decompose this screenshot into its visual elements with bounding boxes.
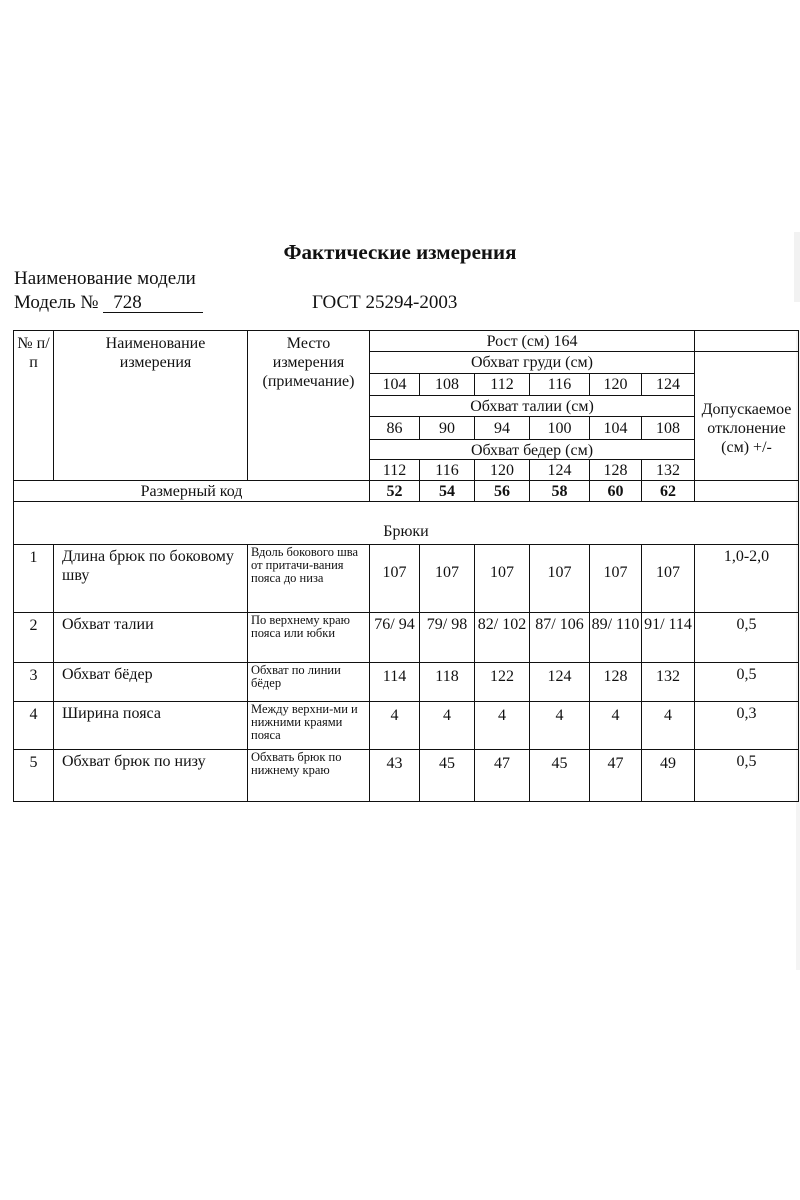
- row-1-value-6: [641, 544, 695, 613]
- row-4-value-3: [474, 701, 530, 750]
- row-1-value-2-text: 107: [435, 564, 459, 581]
- size-code-54: [419, 480, 475, 502]
- row-3-value-3: [474, 662, 530, 702]
- row-1-number-text: 1: [29, 549, 38, 566]
- row-4-value-4: [529, 701, 590, 750]
- size-code-label-text: Размерный код: [140, 483, 243, 500]
- header-tolerance-top: [694, 330, 799, 352]
- header-measure-place: [247, 330, 370, 481]
- row-3-value-1: [369, 662, 420, 702]
- row-3-value-5: [589, 662, 642, 702]
- waist-size-108-text: 108: [656, 420, 680, 437]
- row-2-value-2: [419, 612, 475, 663]
- row-2-name-text: Обхват талии: [62, 616, 154, 633]
- row-2-value-3-text: 82/ 102: [477, 616, 527, 633]
- header-waist-label-text: Обхват талии (см): [470, 398, 594, 415]
- row-5-value-5: [589, 749, 642, 802]
- row-3-value-6-text: 132: [656, 668, 680, 685]
- header-measure-name-text: Наименование измерения: [105, 335, 206, 372]
- document-title: Фактические измерения: [283, 240, 517, 264]
- waist-size-90: [419, 416, 475, 440]
- row-2-tolerance: [694, 612, 799, 663]
- row-5-name-text: Обхват брюк по низу: [62, 753, 206, 770]
- row-2-note: [247, 612, 370, 663]
- row-4-name: [53, 701, 248, 750]
- row-4-value-6-text: 4: [664, 707, 672, 724]
- row-5-value-2: [419, 749, 475, 802]
- header-number: [13, 330, 54, 481]
- row-4-value-3-text: 4: [498, 707, 506, 724]
- size-code-52-text: 52: [386, 483, 403, 500]
- row-4-value-6: [641, 701, 695, 750]
- row-5-value-3: [474, 749, 530, 802]
- row-1-tolerance: [694, 544, 799, 613]
- row-3-number: [13, 662, 54, 702]
- row-3-name: [53, 662, 248, 702]
- row-2-value-5: [589, 612, 642, 663]
- hips-size-120: [474, 459, 530, 481]
- row-4-tolerance: [694, 701, 799, 750]
- row-2-value-3: [474, 612, 530, 663]
- row-5-value-3-text: 47: [494, 755, 510, 772]
- hips-size-116-text: 116: [435, 462, 459, 479]
- header-measure-place-text: Место измерения (примечание): [262, 335, 355, 391]
- row-3-value-2: [419, 662, 475, 702]
- waist-size-104-text: 104: [603, 420, 628, 437]
- row-1-number: [13, 544, 54, 613]
- row-1-value-4-text: 107: [547, 564, 572, 581]
- chest-size-104-text: 104: [382, 376, 407, 393]
- waist-size-100: [529, 416, 590, 440]
- model-number-label: Модель №: [14, 292, 99, 313]
- section-trousers: [13, 501, 799, 545]
- header-chest-label: [369, 351, 695, 374]
- chest-size-116-text: 116: [547, 376, 572, 393]
- size-code-60: [589, 480, 642, 502]
- chest-size-112-text: 112: [490, 376, 514, 393]
- hips-size-124-text: 124: [547, 462, 572, 479]
- row-1-name: [53, 544, 248, 613]
- size-code-60-text: 60: [607, 483, 624, 500]
- size-code-label: [13, 480, 370, 502]
- row-1-value-5: [589, 544, 642, 613]
- row-3-value-3-text: 122: [490, 668, 514, 685]
- header-waist-label: [369, 395, 695, 417]
- row-1-value-4: [529, 544, 590, 613]
- row-5-value-5-text: 47: [607, 755, 624, 772]
- row-4-number: [13, 701, 54, 750]
- model-number-value: 728: [103, 294, 203, 313]
- row-5-value-1-text: 43: [386, 755, 403, 772]
- row-1-value-3-text: 107: [490, 564, 514, 581]
- row-2-value-5-text: 89/ 110: [591, 616, 640, 633]
- row-4-value-2: [419, 701, 475, 750]
- row-5-value-4: [529, 749, 590, 802]
- size-code-52: [369, 480, 420, 502]
- hips-size-128: [589, 459, 642, 481]
- row-4-tolerance-text: 0,3: [736, 705, 757, 722]
- row-1-name-text: Длина брюк по боковому шву: [62, 548, 234, 585]
- waist-size-90-text: 90: [439, 420, 455, 437]
- row-1-value-1-text: 107: [382, 564, 407, 581]
- row-1-value-6-text: 107: [656, 564, 680, 581]
- size-code-tolerance: [694, 480, 799, 502]
- row-4-value-1: [369, 701, 420, 750]
- row-4-value-5: [589, 701, 642, 750]
- chest-size-124: [641, 373, 695, 396]
- row-1-note: [247, 544, 370, 613]
- size-code-58: [529, 480, 590, 502]
- row-4-note: [247, 701, 370, 750]
- hips-size-116: [419, 459, 475, 481]
- row-2-value-4: [529, 612, 590, 663]
- row-2-number: [13, 612, 54, 663]
- row-5-value-6-text: 49: [660, 755, 676, 772]
- row-1-value-5-text: 107: [603, 564, 628, 581]
- row-2-value-1-text: 76/ 94: [374, 616, 415, 633]
- row-2-value-6: [641, 612, 695, 663]
- row-2-name: [53, 612, 248, 663]
- chest-size-124-text: 124: [656, 376, 680, 393]
- row-5-value-6: [641, 749, 695, 802]
- row-2-tolerance-text: 0,5: [736, 616, 757, 633]
- hips-size-132: [641, 459, 695, 481]
- row-5-tolerance: [694, 749, 799, 802]
- row-1-value-2: [419, 544, 475, 613]
- header-height: [369, 330, 695, 352]
- waist-size-86: [369, 416, 420, 440]
- row-3-note: [247, 662, 370, 702]
- row-4-value-5-text: 4: [611, 707, 620, 724]
- size-code-56-text: 56: [494, 483, 510, 500]
- row-3-value-4: [529, 662, 590, 702]
- size-code-56: [474, 480, 530, 502]
- chest-size-112: [474, 373, 530, 396]
- hips-size-128-text: 128: [603, 462, 628, 479]
- row-3-number-text: 3: [29, 667, 38, 684]
- row-3-value-5-text: 128: [603, 668, 628, 685]
- header-tolerance: [694, 351, 799, 481]
- header-number-text: № п/ п: [17, 335, 50, 372]
- row-3-value-6: [641, 662, 695, 702]
- header-hips-label-text: Обхват бедер (см): [470, 442, 594, 459]
- row-4-number-text: 4: [29, 706, 38, 723]
- chest-size-108: [419, 373, 475, 396]
- row-4-value-4-text: 4: [555, 707, 564, 724]
- waist-size-94-text: 94: [494, 420, 510, 437]
- row-4-value-2-text: 4: [443, 707, 451, 724]
- waist-size-108: [641, 416, 695, 440]
- chest-size-116: [529, 373, 590, 396]
- hips-size-132-text: 132: [656, 462, 680, 479]
- row-3-value-2-text: 118: [435, 668, 459, 685]
- row-2-number-text: 2: [29, 617, 38, 634]
- row-5-tolerance-text: 0,5: [736, 753, 757, 770]
- row-3-tolerance: [694, 662, 799, 702]
- row-3-value-1-text: 114: [382, 668, 407, 685]
- waist-size-86-text: 86: [386, 420, 403, 437]
- row-2-note-text: По верхнему краю пояса или юбки: [251, 613, 351, 641]
- hips-size-112: [369, 459, 420, 481]
- row-5-name: [53, 749, 248, 802]
- chest-size-120: [589, 373, 642, 396]
- row-3-tolerance-text: 0,5: [736, 666, 757, 683]
- row-2-value-1: [369, 612, 420, 663]
- chest-size-104: [369, 373, 420, 396]
- size-code-58-text: 58: [551, 483, 568, 500]
- row-5-note: [247, 749, 370, 802]
- row-3-note-text: Обхват по линии бёдер: [251, 663, 341, 691]
- header-measure-name: [53, 330, 248, 481]
- row-5-number-text: 5: [29, 754, 38, 771]
- waist-size-100-text: 100: [547, 420, 572, 437]
- header-chest-label-text: Обхват груди (см): [470, 354, 594, 371]
- row-2-value-6-text: 91/ 114: [644, 616, 692, 633]
- chest-size-108-text: 108: [435, 376, 459, 393]
- header-height-text: Рост (см) 164: [486, 333, 578, 350]
- section-trousers-text: Брюки: [383, 523, 429, 540]
- size-code-62: [641, 480, 695, 502]
- model-number-line: [14, 292, 203, 314]
- row-5-number: [13, 749, 54, 802]
- row-1-value-1: [369, 544, 420, 613]
- size-code-62-text: 62: [660, 483, 676, 500]
- row-1-value-3: [474, 544, 530, 613]
- waist-size-104: [589, 416, 642, 440]
- row-3-name-text: Обхват бёдер: [62, 666, 153, 683]
- row-5-value-2-text: 45: [439, 755, 455, 772]
- waist-size-94: [474, 416, 530, 440]
- row-2-value-2-text: 79/ 98: [426, 616, 468, 633]
- model-name-label: Наименование модели: [14, 268, 196, 289]
- row-1-note-text: Вдоль бокового шва от притачи-вания пояса до низа: [251, 545, 359, 586]
- gost-standard: ГОСТ 25294-2003: [312, 292, 458, 313]
- row-2-value-4-text: 87/ 106: [535, 616, 584, 633]
- row-4-note-text: Между верхни-ми и нижними краями пояса: [251, 702, 358, 743]
- hips-size-124: [529, 459, 590, 481]
- row-1-tolerance-text: 1,0-2,0: [723, 548, 770, 565]
- row-5-value-4-text: 45: [551, 755, 568, 772]
- size-code-54-text: 54: [439, 483, 455, 500]
- header-hips-label: [369, 439, 695, 460]
- row-4-name-text: Ширина пояса: [62, 705, 161, 722]
- row-3-value-4-text: 124: [547, 668, 572, 685]
- header-tolerance-text: Допускаемое отклонение (см) +/-: [701, 401, 792, 457]
- row-5-value-1: [369, 749, 420, 802]
- hips-size-120-text: 120: [490, 462, 514, 479]
- row-5-note-text: Обхвать брюк по нижнему краю: [251, 750, 342, 778]
- chest-size-120-text: 120: [603, 376, 628, 393]
- row-4-value-1-text: 4: [390, 707, 399, 724]
- hips-size-112-text: 112: [382, 462, 407, 479]
